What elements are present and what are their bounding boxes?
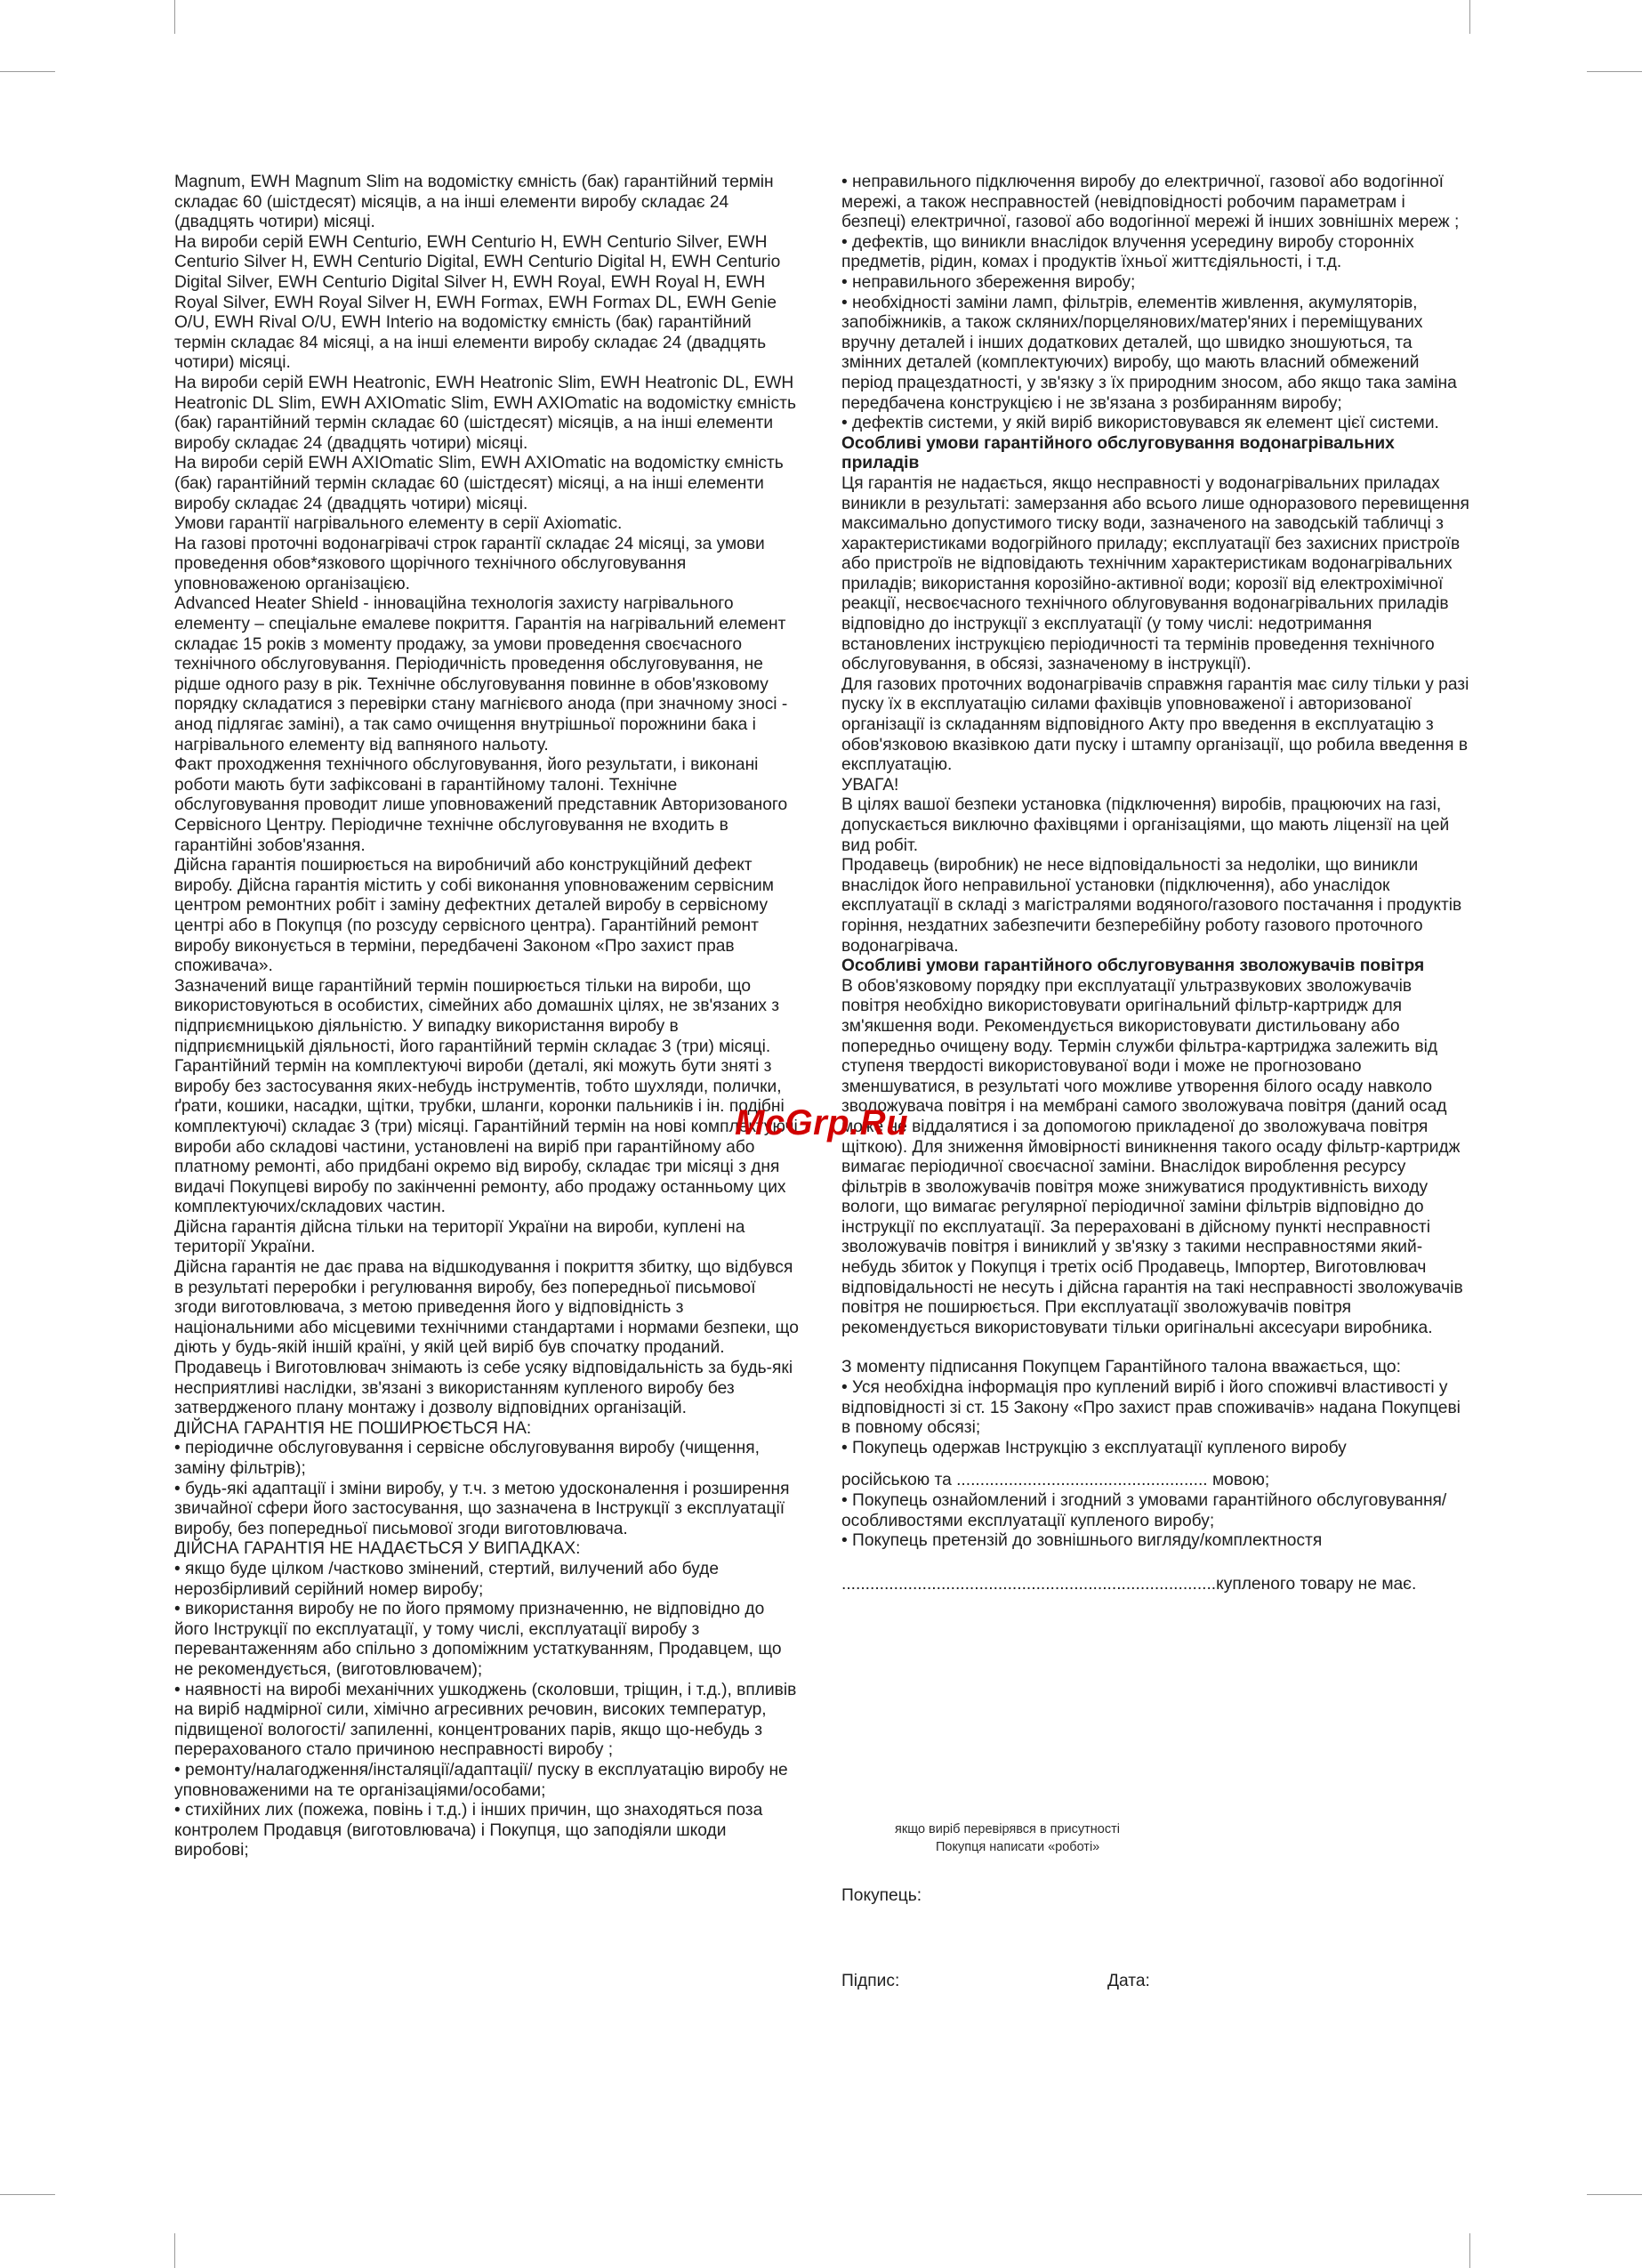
paragraph: На вироби серій EWH AXIOmatic Slim, EWH AXIOmatic на водомістку ємність (бак) гарантійний термін складає 60 (шістдесят) місяці, а на інші елементи виробу складає 24 (двадцять чотири) місяці. — [174, 454, 784, 513]
paragraph: Продавець (виробник) не несе відповідальності за недоліки, що виникли внаслідок його неправильної установки (підключення), або унаслідок експлуатації в складі з магістралями водяного/газового постачання і продуктів горіння, нездатних забезпечити безперебійну роботу газового проточного водонагрівача. — [841, 856, 1462, 956]
paragraph: Дійсна гарантія дійсна тільки на території України на вироби, куплені на території України. — [174, 1217, 745, 1257]
paragraph: На вироби серій EWH Heatronic, EWH Heatronic Slim, EWH Heatronic DL, EWH Heatronic DL Slim, EWH AXIOmatic Slim, EWH AXIOmatic на водомістку ємність (бак) гарантійний термін складає 60 (шістдесят) місяців, а на інші елементи виробу складає 24 (двадцять чотири) місяці. — [174, 373, 796, 453]
paragraph: Дійсна гарантія не дає права на відшкодування і покриття збитку, що відбувся в результаті переробки і регулювання виробу, без попередньої письмової згоди виготовлювача, з метою приведення його у відповідність з національними або місцевими технічними стандартами і нормами безпеки, що діють у будь-якій іншій країні, у якій цей виріб був спочатку проданий. — [174, 1258, 799, 1358]
fill-in-line: російською та ..................................................... мовою; — [841, 1471, 1270, 1490]
section-heading: Особливі умови гарантійного обслуговування зволожувачів повітря — [841, 956, 1425, 976]
paragraph: На газові проточні водонагрівачі строк гарантії складає 24 місяці, за умови проведення обов*язкового щорічного технічного обслуговування уповноваженою організацією. — [174, 534, 765, 593]
paragraph: Умови гарантії нагрівального елементу в серії Axiomatic. — [174, 514, 623, 534]
note-line: Покупця написати «роботі» — [936, 1840, 1100, 1854]
paragraph: Дійсна гарантія поширюється на виробничий або конструкційний дефект виробу. Дійсна гарантія містить у собі виконання уповноваженим сервісним центром ремонтних робіт і заміну дефектних деталей виробу в сервісному центрі або в Покупця (по розсуду сервісного центра). Гарантійний ремонт виробу виконується в терміни, передбачені Законом «Про захист прав споживача». — [174, 856, 774, 976]
section-heading: Особливі умови гарантійного обслуговування водонагрівальних приладів — [841, 433, 1395, 473]
list-item: • дефектів, що виникли внаслідок влучення усередину виробу сторонніх предметів, рідин, комах і продуктів їхньої життєдіяльності, і т.д. — [841, 232, 1414, 272]
paragraph: Ця гарантія не надається, якщо несправності у водонагрівальних приладах виникли в результаті: замерзання або всього лише одноразового перевищення максимально допустимого тиску води, зазначеного на заводській табличці з характеристиками водогрійного приладу; експлуатації без захисних пристроїв або пристроїв не відповідають технічним характеристикам водонагрівальних приладів; використання корозійно-активної води; корозії від електрохімічної реакції, несвоєчасного технічного облуговування водонагрівальних приладів відповідно до інструкції з експлуатації (у тому числі: недотримання встановлених інструкцією періодичності та термінів проведення технічного обслуговування, в обсязі, зазначеному в інструкції). — [841, 473, 1469, 674]
section-heading: ДІЙСНА ГАРАНТІЯ НЕ ПОШИРЮЄТЬСЯ НА: — [174, 1418, 532, 1438]
crop-mark — [1469, 0, 1470, 34]
signature-label: Підпис: — [841, 1972, 900, 1990]
paragraph: Advanced Heater Shield - інноваційна технологія захисту нагрівального елементу – спеціальне емалеве покриття. Гарантія на нагрівальний елемент складає 15 років з моменту продажу, за умови проведення своєчасного технічного обслуговування. Періодичність проведення обслуговування, не рідше одного разу в рік. Технічне обслуговування повинне в обов'язковому порядку складатися з перевірки стану магнієвого анода (при значному зносі - анод підлягає заміні), а так само очищення внутрішньої порожнини бака і нагрівального елементу від вапняного нальоту. — [174, 594, 788, 755]
paragraph: В обов'язковому порядку при експлуатації ультразвукових зволожувачів повітря необхідно використовувати оригінальний фільтр-картридж для зм'якшення води. Рекомендується використовувати дистильовану або попередньо очищену воду. Термін служби фільтра-картриджа залежить від ступеня твердості використовуваної води і може не прогнозовано зменшуватися, в результаті чого можливе утворення білого осаду навколо зволожувача повітря і на мембрані самого зволожувача повітря (даний осад може не віддалятися і за допомогою прикладеної до зволожувача повітря щіткою). Для зниження ймовірності виникнення такого осаду фільтр-картридж вимагає періодичної своєчасної заміни. Внаслідок вироблення ресурсу фільтрів в зволожувачів повітря може знижуватися продуктивність виходу вологи, що вимагає регулярної періодичної заміни фільтрів відповідно до інструкції по експлуатації. За перераховані в дійсному пункті несправності зволожувачів повітря і виниклий у зв'язку з такими несправностями який-небудь збиток у Покупця і третіх осіб Продавець, Імпортер, Виготовлювач відповідальності не несуть і дійсна гарантія на такі несправності зволожувачів повітря не поширюється. При експлуатації зволожувачів повітря рекомендується використовувати тільки оригінальні аксесуари виробника. — [841, 976, 1463, 1337]
list-item: • періодичне обслуговування і сервісне обслуговування виробу (чищення, заміну фільтрів); — [174, 1439, 760, 1478]
list-item: • використання виробу не по його прямому призначенню, не відповідно до його Інструкції по експлуатації, у тому числі, експлуатації виробу з перевантаженням або спільно з допоміжним устаткуванням, Продавцем, що не рекомендується, (виготовлювачем); — [174, 1600, 782, 1679]
section-heading: ДІЙСНА ГАРАНТІЯ НЕ НАДАЄТЬСЯ У ВИПАДКАХ: — [174, 1539, 581, 1559]
paragraph: На вироби серій EWH Centurio, EWH Centurio H, EWH Centurio Silver, EWH Centurio Silver H, EWH Centurio Digital, EWH Centurio Digital H, EWH Centurio Digital Silver, EWH Centurio Digital Silver H, EWH Royal, EWH Royal H, EWH Royal Silver, EWH Royal Silver H, EWH Formax, EWH Formax DL, EWH Genie O/U, EWH Rival O/U, EWH Interio на водомістку ємність (бак) гарантійний термін складає 84 місяці, а на інші елементи виробу складає 24 (двадцять чотири) місяці. — [174, 232, 781, 373]
fill-in-line: ...............................................................................купленого товару не має. — [841, 1574, 1417, 1594]
date-label: Дата: — [1107, 1972, 1150, 1990]
buyer-label: Покупець: — [841, 1886, 922, 1905]
paragraph: В цілях вашої безпеки установка (підключення) виробів, працюючих на газі, допускається виключно фахівцями і організаціями, що мають ліцензії на цей вид робіт. — [841, 795, 1450, 855]
note-line: якщо виріб перевірявся в присутності — [895, 1822, 1120, 1836]
paragraph: Факт проходження технічного обслуговування, його результати, і виконані роботи мають бути зафіксовані в гарантійному талоні. Технічне обслуговування проводит лише уповноважений представник Авторизованого Сервісного Центру. Періодичне технічне обслуговування не входить в гарантійні зобов'язання. — [174, 755, 788, 855]
list-item: • необхідності заміни ламп, фільтрів, елементів живлення, акумуляторів, запобіжників, а також скляних/порцелянових/матер'яних і переміщуваних вручну деталей і інших додаткових деталей, що швидко зношуються, та змінних деталей (комплектуючих) виробу, що мають власний обмежений період працездатності, у зв'язку з їх природним зносом, або якщо така заміна передбачена конструкцією і не зв'язана з розбиранням виробу; — [841, 293, 1457, 413]
crop-mark — [174, 2233, 175, 2268]
watermark: McGrp.Ru — [735, 1103, 909, 1142]
paragraph: Зазначений вище гарантійний термін поширюється тільки на вироби, що використовуються в особистих, сімейних або домашніх цілях, не зв'язаних з підприємницькою діяльністю. У випадку використання виробу в підприємницькій діяльності, його гарантійний термін складає 3 (три) місяці. Гарантійний термін на комплектуючі вироби (деталі, які можуть бути зняті з виробу без застосування яких-небудь інструментів, тобто шухляди, полички, ґрати, кошики, насадки, щітки, трубки, шланги, коронки пальників і ін. подібні комплектуючі) складає 3 (три) місяці. Гарантійний термін на нові комплектуючі вироби або складові частини, установлені на виріб при гарантійному або платному ремонті, або придбані окремо від виробу, складає три місяці з дня видачі Покупцеві виробу по закінченні ремонту, або продажу останньому цих комплектуючих/складових частин. — [174, 976, 798, 1217]
left-text-column — [174, 173, 799, 1861]
list-item: • Покупець претензій до зовнішнього вигляду/комплектностя — [841, 1531, 1323, 1551]
warning-heading: УВАГА! — [841, 775, 899, 795]
list-item: • Покупець ознайомлений і згодний з умовами гарантійного обслуговування/особливостями експлуатації купленого виробу; — [841, 1491, 1447, 1530]
list-item: • Уся необхідна інформація про куплений виріб і його споживчі властивості у відповідності зі ст. 15 Закону «Про захист прав споживачів» надана Покупцеві в повному обсязі; — [841, 1378, 1461, 1438]
list-item: • будь-які адаптації і зміни виробу, у т.ч. з метою удосконалення і розширення звичайної сфери його застосування, що зазначена в Інструкції з експлуатації виробу, без попередньої письмової згоди виготовлювача. — [174, 1479, 790, 1538]
paragraph: Magnum, EWH Magnum Slim на водомістку ємність (бак) гарантійний термін складає 60 (шістдесят) місяців, а на інші елементи виробу складає 24 (двадцять чотири) місяці. — [174, 173, 774, 232]
paragraph: Для газових проточних водонагрівачів справжня гарантія має силу тільки у разі пуску їх в експлуатацію силами фахівців уповноваженої і авторизованої організації із складанням відповідного Акту про введення в експлуатацію з обов'язковою вказівкою дати пуску і штампу організації, що робила введення в експлуатацію. — [841, 674, 1469, 775]
list-item: • Покупець одержав Інструкцію з експлуатації купленого виробу — [841, 1438, 1347, 1457]
list-item: • неправильного збереження виробу; — [841, 272, 1136, 292]
list-item: • дефектів системи, у якій виріб використовувався як елемент цієї системи. — [841, 414, 1439, 433]
list-item: • якщо буде цілком /частково змінений, стертий, вилучений або буде нерозбірливий серійний номер виробу; — [174, 1559, 719, 1599]
crop-mark — [1469, 2233, 1470, 2268]
crop-mark — [1587, 71, 1642, 72]
list-item: • неправильного підключення виробу до електричної, газової або водогінної мережі, а також несправностей (невідповідності робочим параметрам і безпеці) електричної, газової або водогінної мережі й інших зовнішніх мереж ; — [841, 173, 1460, 232]
crop-mark — [0, 2194, 55, 2195]
crop-mark — [174, 0, 175, 34]
list-item: • стихійних лих (пожежа, повінь і т.д.) і інших причин, що знаходяться поза контролем Продавця (виготовлювача) і Покупця, що заподіяли шкоди виробові; — [174, 1801, 763, 1860]
list-item: • наявності на виробі механічних ушкоджень (сколовши, тріщин, і т.д.), впливів на виріб надмірної сили, хімічно агресивних речовин, високих температур, підвищеної вологості/ запиленні, концентрованих парів, якщо що-небудь з перерахованого стало причиною несправності виробу ; — [174, 1680, 797, 1760]
right-text-column — [841, 173, 1469, 1594]
crop-mark — [1587, 2194, 1642, 2195]
paragraph: Продавець і Виготовлювач знімають із себе усяку відповідальність за будь-які несприятливі наслідки, зв'язані з використанням купленого виробу без затвердженого плану монтажу і дозволу відповідних організацій. — [174, 1359, 793, 1418]
paragraph: З моменту підписання Покупцем Гарантійного талона вважається, що: — [841, 1358, 1401, 1377]
list-item: • ремонту/налагодження/інсталяції/адаптації/ пуску в експлуатацію виробу не уповноваженими на те організаціями/особами; — [174, 1760, 788, 1800]
crop-mark — [0, 71, 55, 72]
